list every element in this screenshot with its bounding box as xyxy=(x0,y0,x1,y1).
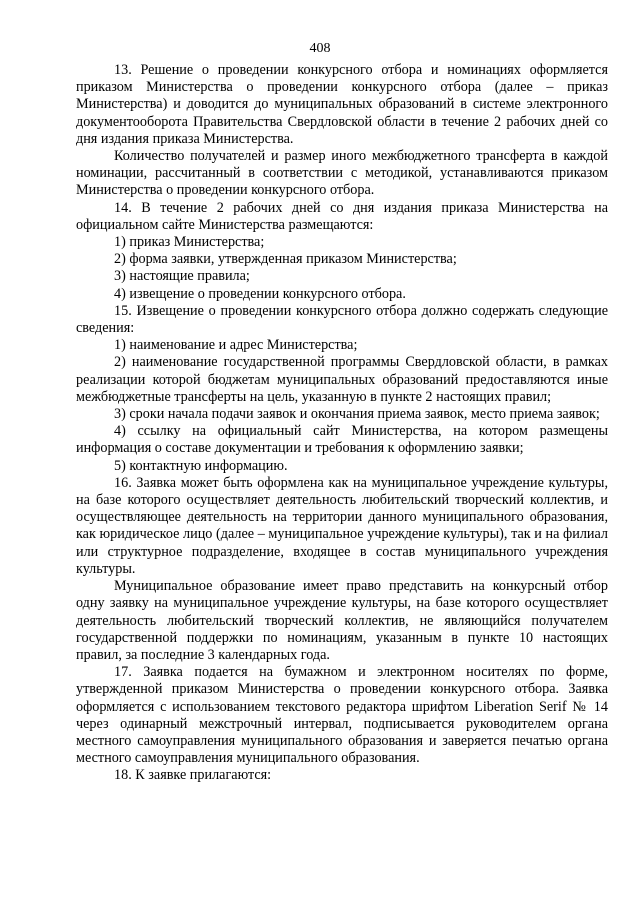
list-item: 5) контактную информацию. xyxy=(114,457,288,474)
list-item: 3) сроки начала подачи заявок и окончания приема заявок, место приема заявок; xyxy=(114,406,600,423)
paragraph-14: 14. В течение 2 рабочих дней со дня издания приказа Министерства на официальном сайте Министерства размещаются: xyxy=(76,199,608,233)
list-item: 2) форма заявки, утвержденная приказом Министерства; xyxy=(114,251,457,268)
paragraph-16: 16. Заявка может быть оформлена как на муниципальное учреждение культуры, на базе которого осуществляет деятельность любительский творческий коллектив, и осуществляющее деятельность на территории данного муниципального образования, как юридическое лицо (далее – муниципальное учреждение культуры), так и на филиал или структурное подразделение, входящее в состав муниципального учреждения культуры. xyxy=(76,474,608,577)
paragraph-recipients: Количество получателей и размер иного межбюджетного трансферта в каждой номинации, рассчитанный в соответствии с методикой, устанавливаются приказом Министерства о проведении конкурсного отбора. xyxy=(76,148,608,199)
paragraph-municipal-right: Муниципальное образование имеет право представить на конкурсный отбор одну заявку на муниципальное учреждение культуры, на базе которого осуществляет деятельность любительский творческий коллектив, не являющийся получателем государственной поддержки по номинациям, указанным в пункте 10 настоящих правил, за последние 3 календарных года. xyxy=(76,578,608,663)
list-item: 2) наименование государственной программы Свердловской области, в рамках реализации которой бюджетам муниципальных образований предоставляются иные межбюджетные трансферты на цель, указанную в пункте 2 настоящих правил; xyxy=(76,354,608,405)
paragraph-18: 18. К заявке прилагаются: xyxy=(114,767,272,784)
list-item: 1) приказ Министерства; xyxy=(114,234,265,251)
document-body xyxy=(76,62,608,785)
paragraph-13: 13. Решение о проведении конкурсного отбора и номинациях оформляется приказом Министерства о проведении конкурсного отбора (далее – приказ Министерства) и доводится до муниципальных образований в системе электронного документооборота Правительства Свердловской области в течение 2 рабочих дней со дня издания приказа Министерства. xyxy=(76,62,608,147)
list-item: 1) наименование и адрес Министерства; xyxy=(114,337,358,354)
paragraph-15: 15. Извещение о проведении конкурсного отбора должно содержать следующие сведения: xyxy=(76,302,608,337)
paragraph-17: 17. Заявка подается на бумажном и электронном носителях по форме, утвержденной приказом Министерства о проведении конкурсного отбора. Заявка оформляется с использованием текстового редактора шрифтом Liberation Serif № 14 через одинарный межстрочный интервал, подписывается руководителем органа местного самоуправления муниципального образования и заверяется печатью органа местного самоуправления муниципального образования. xyxy=(76,664,608,767)
list-item: 4) ссылку на официальный сайт Министерства, на котором размещены информация о составе документации и требования к оформлению заявки; xyxy=(76,423,608,457)
list-item: 4) извещение о проведении конкурсного отбора. xyxy=(114,285,406,302)
page-number: 408 xyxy=(309,41,331,56)
list-item: 3) настоящие правила; xyxy=(114,268,250,285)
